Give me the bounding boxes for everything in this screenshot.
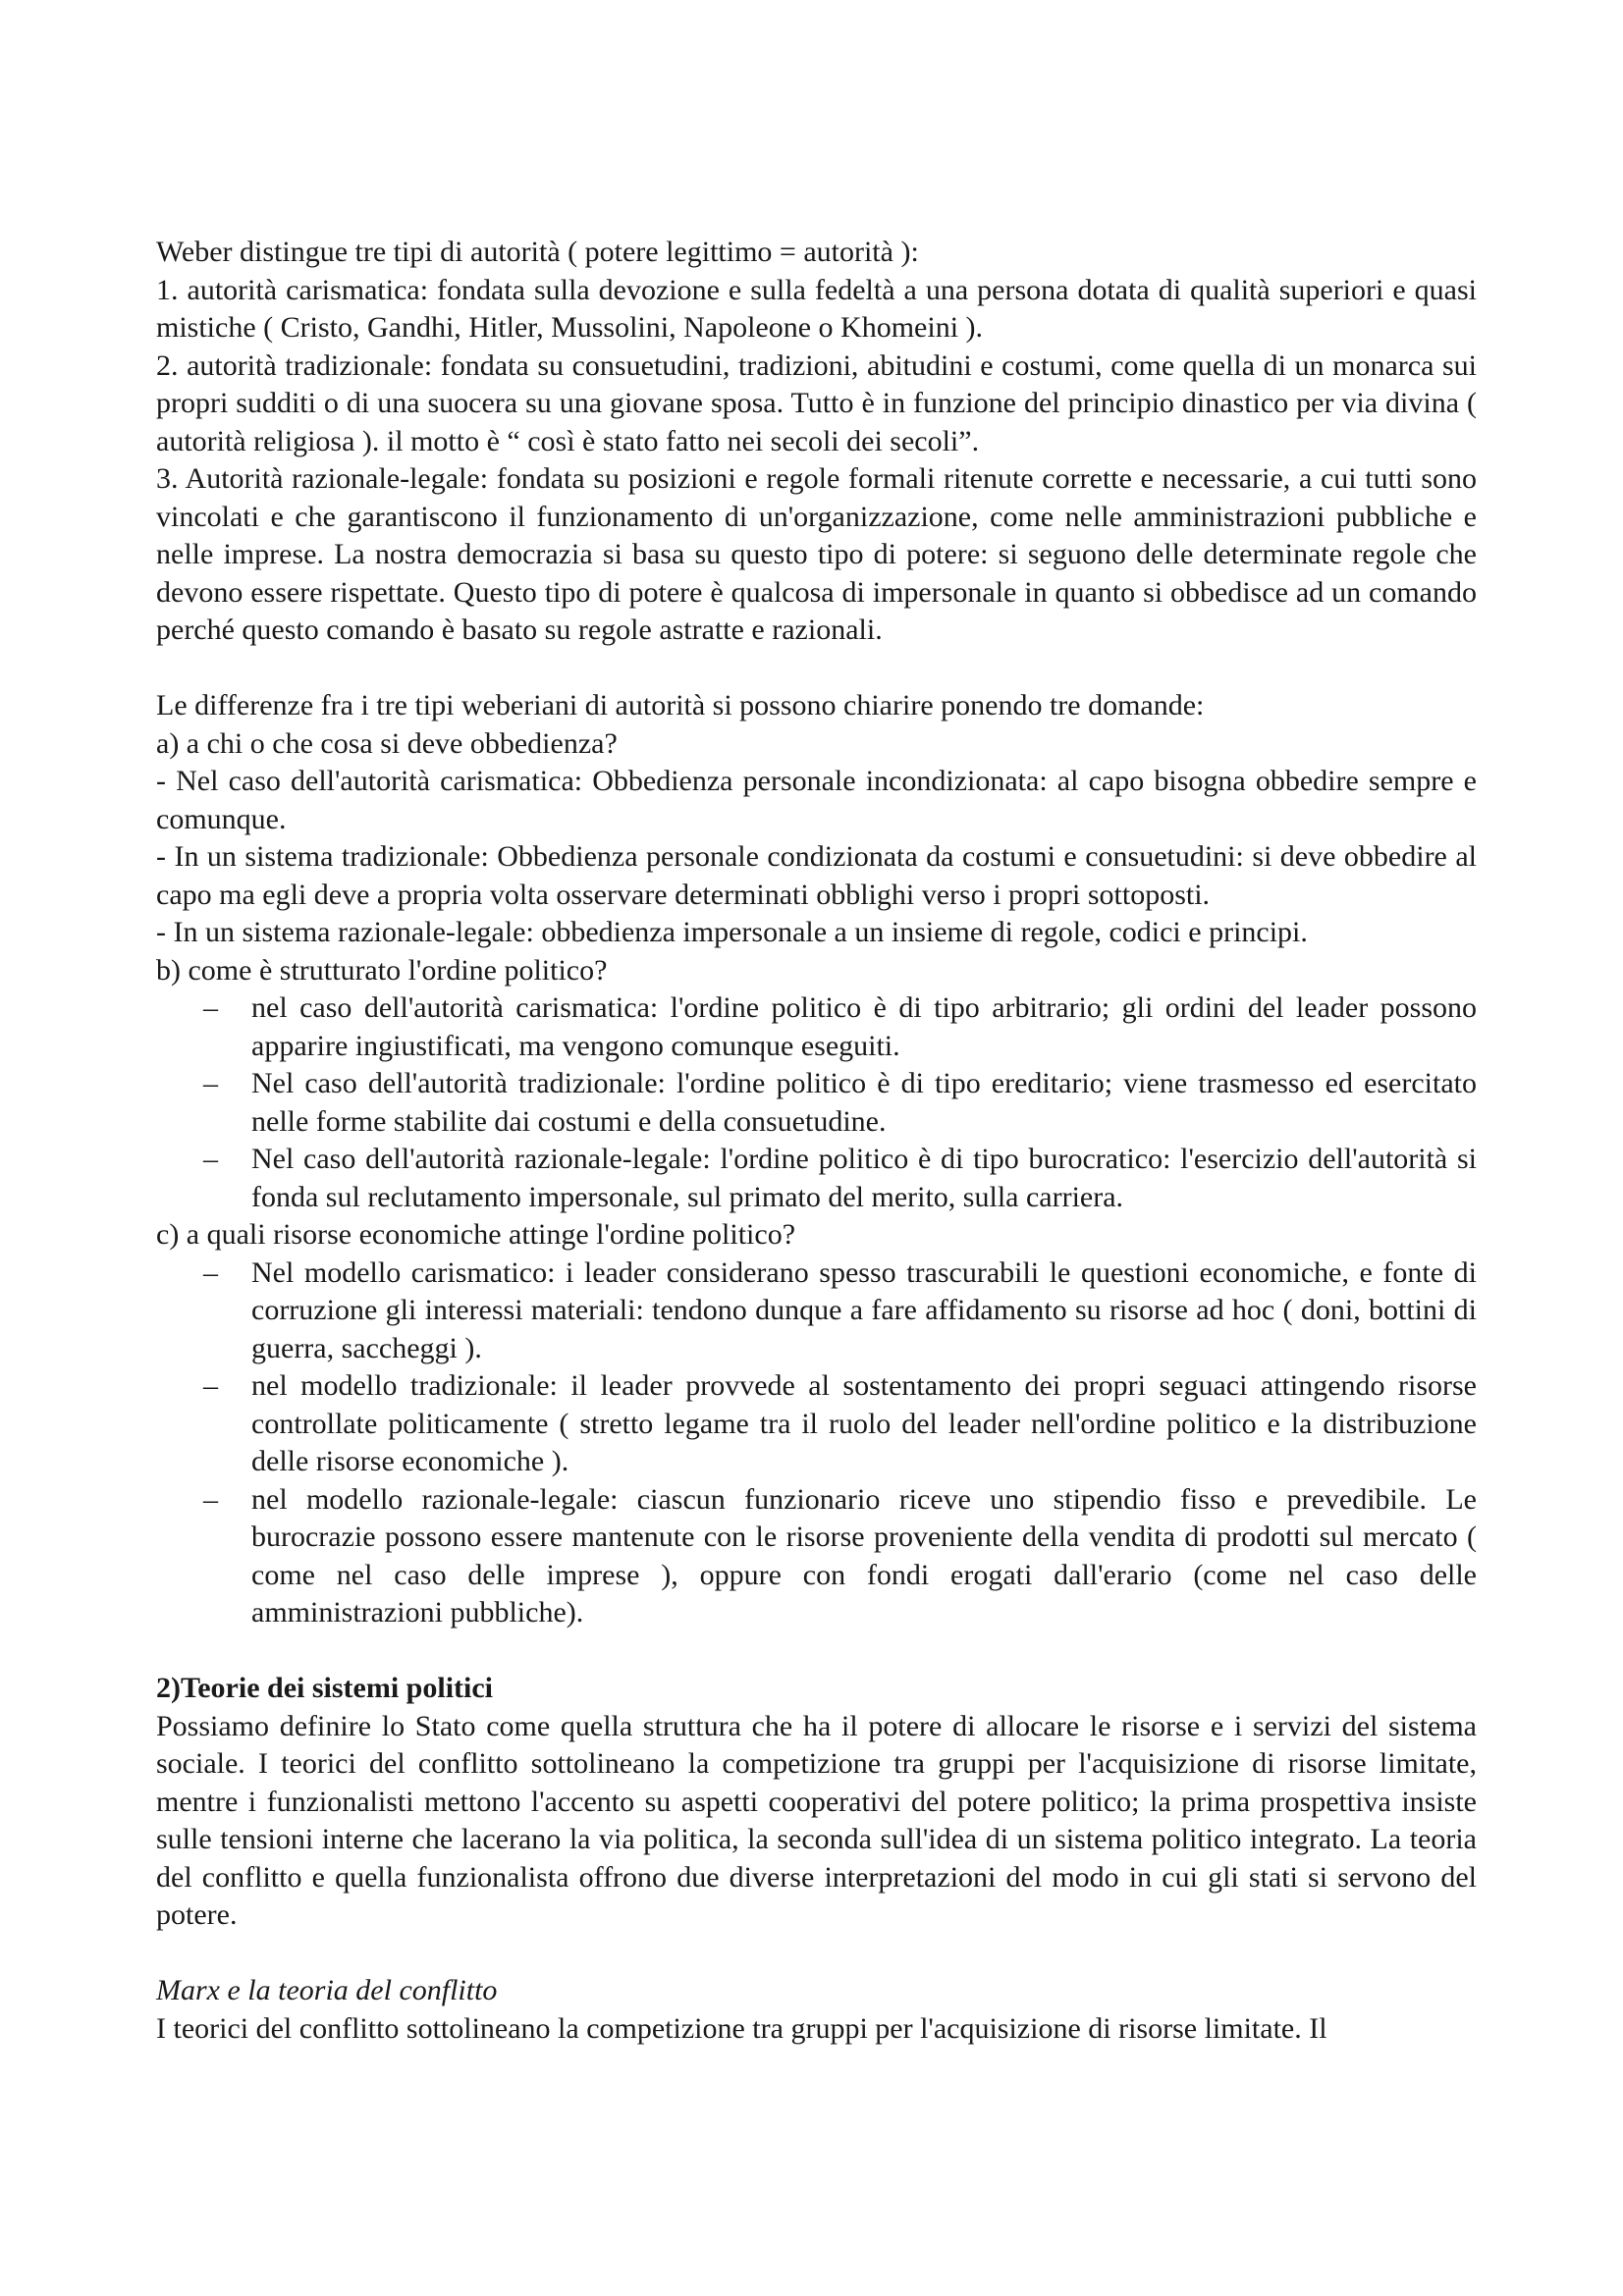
list-item [156, 1367, 1477, 1481]
list-item-text: Nel caso dell'autorità razionale-legale: l'ordine politico è di tipo burocratico: l'esercizio dell'autorità si fonda sul reclutamento impersonale, sul primato del merito, sulla carriera. [251, 1143, 1477, 1213]
dash-bullet: – [203, 1482, 218, 1516]
dash-bullet: – [203, 1369, 218, 1402]
marx-paragraph: I teorici del conflitto sottolineano la competizione tra gruppi per l'acquisizione di risorse limitate. Il [156, 2011, 1327, 2045]
list-item [156, 1255, 1477, 1368]
differences-intro: Le differenze fra i tre tipi weberiani di autorità si possono chiarire ponendo tre domande: [156, 689, 1205, 721]
weber-type-rational-legal: 3. Autorità razionale-legale: fondata su posizioni e regole formali ritenute corrette e necessarie, a cui tutti sono vincolati e che garantiscono il funzionamento di un'organizzazione, come nelle amministrazioni pubbliche e nelle imprese. La nostra democrazia si basa su questo tipo di potere: si seguono delle determinate regole che devono essere rispettate. Questo tipo di potere è qualcosa di impersonale in quanto si obbedisce ad un comando perché questo comando è basato su regole astratte e razionali. [156, 462, 1477, 646]
paragraph-spacer [156, 1935, 1477, 1973]
list-c [156, 1255, 1477, 1632]
dash-bullet: – [203, 1255, 218, 1289]
question-c: c) a quali risorse economiche attinge l'ordine politico? [156, 1218, 796, 1251]
list-item-text: nel modello razionale-legale: ciascun funzionario riceve uno stipendio fisso e prevedibile. Le burocrazie possono essere mantenute con le risorse proveniente della vendita di prodotti sul mercato ( come nel caso delle imprese ), oppure con fondi erogati dall'erario (come nel caso delle amministrazioni pubbliche). [251, 1482, 1477, 1629]
answer-a-rational-legal: - In un sistema razionale-legale: obbedienza impersonale a un insieme di regole, codici e principi. [156, 916, 1308, 948]
answer-a-traditional: - In un sistema tradizionale: Obbedienza personale condizionata da costumi e consuetudini: si deve obbedire al capo ma egli deve a propria volta osservare determinati obblighi verso i propri sottoposti. [156, 840, 1477, 911]
list-item [156, 989, 1477, 1065]
weber-type-charismatic: 1. autorità carismatica: fondata sulla devozione e sulla fedeltà a una persona dotata di qualità superiori e quasi mistiche ( Cristo, Gandhi, Hitler, Mussolini, Napoleone o Khomeini ). [156, 273, 1477, 344]
answer-a-charismatic: - Nel caso dell'autorità carismatica: Obbedienza personale incondizionata: al capo bisogna obbedire sempre e comunque. [156, 765, 1477, 835]
list-item [156, 1481, 1477, 1632]
dash-bullet: – [203, 1143, 218, 1175]
paragraph-spacer [156, 1632, 1477, 1671]
list-item-text: Nel modello carismatico: i leader considerano spesso trascurabili le questioni economiche, e fonte di corruzione gli interessi materiali: tendono dunque a fare affidamento su risorse ad hoc ( doni, bottini di guerra, saccheggi ). [251, 1255, 1477, 1364]
subheading-marx: Marx e la teoria del conflitto [156, 1974, 498, 2006]
list-item-text: nel caso dell'autorità carismatica: l'ordine politico è di tipo arbitrario; gli ordini del leader possono apparire ingiustificati, ma vengono comunque eseguiti. [251, 991, 1477, 1062]
paragraph-spacer [156, 650, 1477, 688]
section-heading-political-systems: 2)Teorie dei sistemi politici [156, 1672, 494, 1704]
list-item-text: nel modello tradizionale: il leader provvede al sostentamento dei propri seguaci attingendo risorse controllate politicamente ( stretto legame tra il ruolo del leader nell'ordine politico e la distribuzione delle risorse economiche ). [251, 1369, 1477, 1477]
question-a: a) a chi o che cosa si deve obbedienza? [156, 726, 618, 760]
list-item [156, 1141, 1477, 1216]
list-item [156, 1065, 1477, 1141]
dash-bullet: – [203, 1067, 218, 1099]
weber-type-traditional: 2. autorità tradizionale: fondata su consuetudini, tradizioni, abitudini e costumi, come quella di un monarca sui propri sudditi o di una suocera su una giovane sposa. Tutto è in funzione del principio dinastico per via divina ( autorità religiosa ). il motto è “ così è stato fatto nei secoli dei secoli”. [156, 348, 1477, 457]
dash-bullet: – [203, 991, 218, 1024]
document-page [156, 234, 1477, 2048]
list-b [156, 989, 1477, 1216]
political-systems-paragraph: Possiamo definire lo Stato come quella struttura che ha il potere di allocare le risorse e i servizi del sistema sociale. I teorici del conflitto sottolineano la competizione tra gruppi per l'acquisizione di risorse limitate, mentre i funzionalisti mettono l'accento su aspetti cooperativi del potere politico; la prima prospettiva insiste sulle tensioni interne che lacerano la via politica, la seconda sull'idea di un sistema politico integrato. La teoria del conflitto e quella funzionalista offrono due diverse interpretazioni del modo in cui gli stati si servono del potere. [156, 1709, 1477, 1931]
weber-intro: Weber distingue tre tipi di autorità ( potere legittimo = autorità ): [156, 236, 919, 268]
question-b: b) come è strutturato l'ordine politico? [156, 953, 608, 987]
list-item-text: Nel caso dell'autorità tradizionale: l'ordine politico è di tipo ereditario; viene trasmesso ed esercitato nelle forme stabilite dai costumi e della consuetudine. [251, 1067, 1477, 1138]
